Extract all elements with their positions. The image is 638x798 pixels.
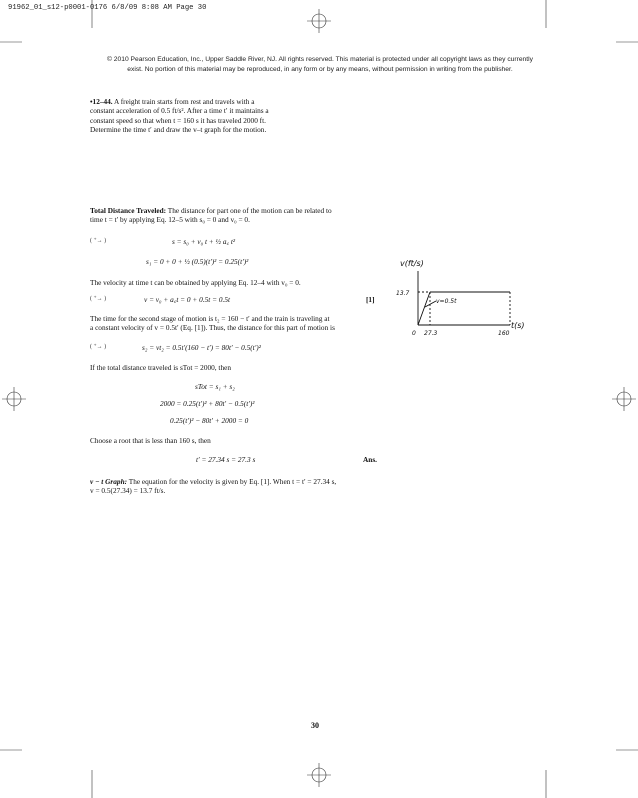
page-number: 30 (311, 721, 319, 730)
total-distance-paragraph (90, 206, 390, 225)
problem-statement (90, 97, 320, 134)
vt-graph (390, 255, 550, 345)
graph-y-label: v(ft/s) (400, 259, 424, 268)
vt-graph-paragraph (90, 477, 390, 496)
second-line-1: The time for the second stage of motion is t₂ = 160 − t′ and the train is traveling at (90, 314, 330, 323)
second-stage-paragraph (90, 314, 390, 333)
graph-x-tick-2: 160 (498, 330, 510, 337)
problem-number: •12–44. (90, 97, 113, 106)
problem-line-3: constant speed so that when t = 160 s it has traveled 2000 ft. (90, 115, 266, 125)
equation-quadratic: 0.25(t′)² − 80t′ + 2000 = 0 (170, 416, 249, 425)
graph-y-tick: 13.7 (396, 290, 410, 297)
total-line: If the total distance traveled is sTot = 2000, then (90, 363, 231, 372)
equation-v-tag: [1] (366, 295, 375, 304)
equation-s1: s₁ = 0 + 0 + ½ (0.5)(t′)² = 0.25(t′)² (146, 257, 249, 266)
total-line-2: time t = t′ by applying Eq. 12–5 with s₀ = 0 and v₀ = 0. (90, 215, 250, 225)
total-distance-heading: Total Distance Traveled: (90, 206, 167, 215)
copyright-notice (70, 55, 570, 74)
equation-stot: sTot = s₁ + s₂ (195, 382, 235, 391)
copyright-line-2: exist. No portion of this material may be reproduced, in any form or by any means, without permission in writing from the publisher. (127, 65, 513, 73)
answer-tag: Ans. (363, 455, 377, 464)
equation-s: s = s₀ + v₀ t + ½ a꜀ t² (172, 237, 236, 246)
graph-x-label: t(s) (511, 321, 525, 330)
graph-x-tick-1: 27.3 (424, 330, 438, 337)
root-line: Choose a root that is less than 160 s, then (90, 436, 211, 445)
printer-slug: 91962_01_s12-p0001-0176 6/8/09 8:08 AM Page 30 (8, 4, 207, 12)
graph-origin: 0 (412, 330, 416, 337)
vt-graph-heading: v − t Graph: (90, 477, 128, 486)
vt-line-1: The equation for the velocity is given by Eq. [1]. When t = t′ = 27.34 s, (128, 477, 337, 486)
copyright-line-1: © 2010 Pearson Education, Inc., Upper Saddle River, NJ. All rights reserved. This material is protected under all copyright laws as they currently (107, 56, 533, 63)
equation-v: v = v₀ + a꜀t = 0 + 0.5t = 0.5t (144, 295, 231, 304)
problem-line-2: constant acceleration of 0.5 ft/s². After a time t′ it maintains a (90, 106, 269, 116)
problem-line-4: Determine the time t′ and draw the v–t graph for the motion. (90, 124, 267, 134)
total-line-1: The distance for part one of the motion can be related to (167, 206, 332, 215)
direction-tag-3: ( ⁺→ ) (90, 344, 107, 350)
velocity-line: The velocity at time t can be obtained by applying Eq. 12–4 with v₀ = 0. (90, 278, 301, 287)
second-line-2: a constant velocity of v = 0.5t′ (Eq. [1]). Thus, the distance for this part of motion is (90, 323, 335, 333)
equation-answer: t′ = 27.34 s = 27.3 s (196, 455, 256, 464)
problem-line-1: A freight train starts from rest and travels with a (114, 97, 255, 106)
graph-curve-label: v=0.5t (436, 298, 457, 305)
vt-line-2: v = 0.5(27.34) = 13.7 ft/s. (90, 486, 166, 496)
direction-tag-1: ( ⁺→ ) (90, 238, 107, 244)
direction-tag-2: ( ⁺→ ) (90, 296, 107, 302)
graph-ramp-line (418, 292, 430, 325)
equation-2000: 2000 = 0.25(t′)² + 80t′ − 0.5(t′)² (160, 399, 255, 408)
equation-s2: s₂ = vt₂ = 0.5t′(160 − t′) = 80t′ − 0.5(t′)² (142, 343, 261, 352)
